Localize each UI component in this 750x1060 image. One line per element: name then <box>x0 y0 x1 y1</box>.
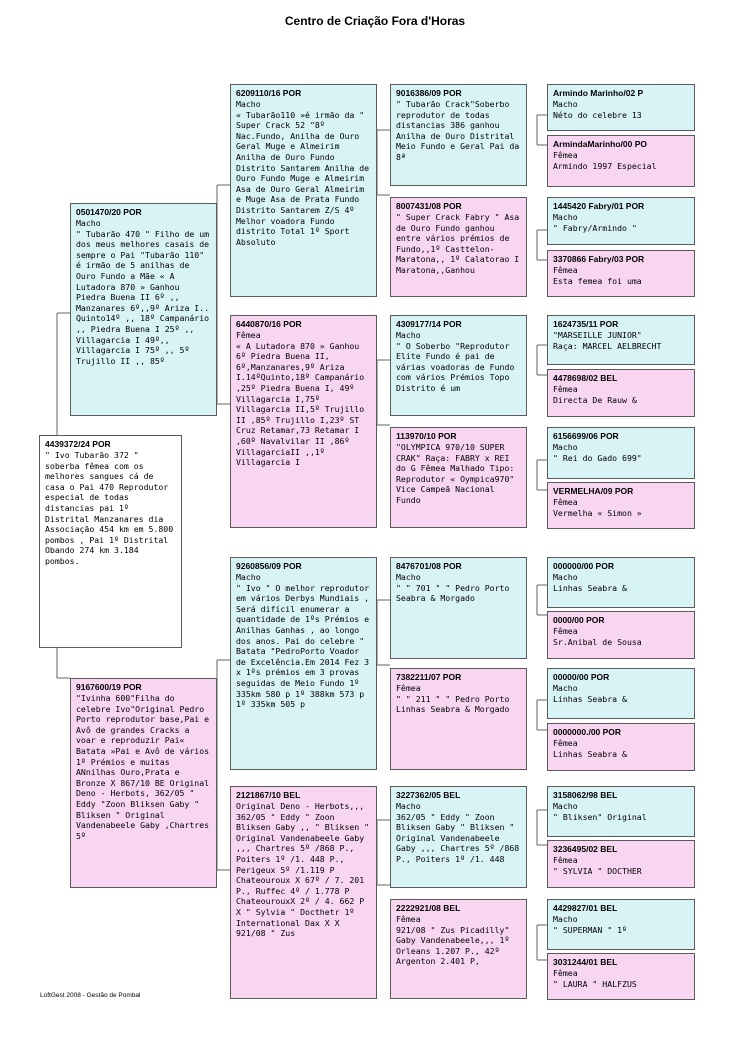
dd-dam-description: 921/08 " Zus Picadilly" Gaby Vandenabeele,,, 1º Orleans 1.207 P., 42º Argenton 2.401 P, <box>396 924 515 967</box>
g5-sex: Macho <box>553 801 578 811</box>
dd-sire-ring: 3227362/05 BEL <box>396 790 461 800</box>
sire-dam-ring: 6440870/16 POR <box>236 319 302 329</box>
g5-ring: ArmindaMarinho/00 PO <box>553 139 647 149</box>
ss-sire-description: " Tubarão Crack"Soberbo reprodutor de todas distancias 386 ganhou Anilha de Ouro Distrital Meio Fundo e Geral Pai da 8ª <box>396 99 525 162</box>
g5-ring: 4429827/01 BEL <box>553 903 618 913</box>
g5-card-14 <box>547 840 695 888</box>
g5-card-12 <box>547 723 695 771</box>
sd-dam-ring: 113970/10 POR <box>396 431 457 441</box>
g5-ring: 0000000./00 POR <box>553 727 622 737</box>
dd-dam-ring: 2222921/08 BEL <box>396 903 461 913</box>
g5-ring: 3031244/01 BEL <box>553 957 618 967</box>
sd-dam-card <box>390 427 527 528</box>
g5-card-7 <box>547 427 695 479</box>
sd-dam-description: "OLYMPICA 970/10 SUPER CRAK" Raça: FABRY x REI do G Fêmea Malhado Tipo: Reprodutor « Oympica970" Vice Campeã Nacional Fundo <box>396 442 520 505</box>
ds-sire-sex: Macho <box>396 572 421 582</box>
dd-dam-sex: Fêmea <box>396 914 421 924</box>
g5-card-8 <box>547 482 695 529</box>
g5-description: Néto do celebre 13 <box>553 109 642 120</box>
dam-sire-card <box>230 557 377 770</box>
sire-dam-description: « A Lutadora 870 » Ganhou 6º Piedra Buena II, 6º,Manzanares,9º Ariza I.14ºQuinto,18º Campanário ,25º Piedra Buena I, 49º Villagarcia I,75º Villagarcia II,5º Trujillo II ,85º Trujillo I,23º ST Cruz Retamar,73 Retamar I ,60º Navalvilar II ,86º VillagarciaII ,,1º Villagarcia I <box>236 340 370 468</box>
g5-ring: 1624735/11 POR <box>553 319 619 329</box>
g5-description: " SYLVIA " DOCTHER <box>553 865 642 876</box>
dam-ring: 9167600/19 POR <box>76 682 142 692</box>
g5-sex: "MARSEILLE JUNIOR" <box>553 330 642 340</box>
ds-sire-card <box>390 557 527 659</box>
g5-sex: Fêmea <box>553 738 578 748</box>
ds-dam-description: " " 211 " " Pedro Porto Linhas Seabra & Morgado <box>396 693 515 715</box>
dd-sire-sex: Macho <box>396 801 421 811</box>
sd-sire-sex: Macho <box>396 330 421 340</box>
dam-card <box>70 678 217 888</box>
g5-description: " Fabry/Armindo " <box>553 222 637 233</box>
g5-description: Vermelha « Simon » <box>553 507 642 518</box>
sire-ring: 0501470/20 POR <box>76 207 142 217</box>
dd-sire-card <box>390 786 527 888</box>
g5-sex: Fêmea <box>553 384 578 394</box>
g5-description: Sr.Anibal de Sousa <box>553 636 642 647</box>
ss-dam-card <box>390 197 527 297</box>
dam-dam-card <box>230 786 377 999</box>
g5-sex: Fêmea <box>553 497 578 507</box>
g5-ring: 1445420 Fabry/01 POR <box>553 201 645 211</box>
sire-sire-sex: Macho <box>236 99 261 109</box>
g5-card-2 <box>547 135 695 187</box>
g5-sex: Macho <box>553 572 578 582</box>
g5-card-1 <box>547 84 695 131</box>
dam-dam-ring: 2121867/10 BEL <box>236 790 301 800</box>
g5-ring: 000000/00 POR <box>553 561 614 571</box>
g5-sex: Fêmea <box>553 265 578 275</box>
sd-sire-description: " O Soberbo "Reprodutor Elite Fundo é pai de várias voadoras de Fundo com vários Prémios Topo Distrito é um <box>396 340 520 393</box>
ds-dam-ring: 7382211/07 POR <box>396 672 462 682</box>
g5-card-3 <box>547 197 695 245</box>
g5-description: Linhas Seabra & <box>553 582 627 593</box>
g5-sex: Macho <box>553 683 578 693</box>
ss-sire-ring: 9016386/09 POR <box>396 88 462 98</box>
g5-description: " SUPERMAN " 1º <box>553 924 627 935</box>
g5-card-6 <box>547 369 695 417</box>
subject-description: " Ivo Tubarão 372 " soberba fêmea com os melhores sangues cá de casa o Pai 470 Reprodutor especial de todas distancias pai 1º Distrital Manzanares dia Associação 454 km em 5.800 pombos , Pai 1º Distrital Obando 274 km 3.184 pombos. <box>45 450 179 566</box>
g5-sex: Macho <box>553 212 578 222</box>
page-title: Centro de Criação Fora d'Horas <box>284 14 466 28</box>
subject-card <box>39 435 182 648</box>
sire-sex: Macho <box>76 218 101 228</box>
g5-description: Raça: MARCEL AELBRECHT <box>553 340 662 351</box>
sire-dam-card <box>230 315 377 528</box>
g5-card-10 <box>547 611 695 659</box>
g5-sex: Fêmea <box>553 626 578 636</box>
sire-dam-sex: Fêmea <box>236 330 261 340</box>
dd-dam-card <box>390 899 527 999</box>
g5-description: " Bliksen" Original <box>553 811 647 822</box>
g5-card-11 <box>547 668 695 719</box>
sire-card <box>70 203 217 416</box>
g5-sex: Macho <box>553 442 578 452</box>
g5-sex: Fêmea <box>553 150 578 160</box>
g5-card-5 <box>547 315 695 365</box>
sire-description: " Tubarão 470 " Filho de um dos meus melhores casais de sempre o Pai "Tubarão 110" é irmão de 5 anilhas de Ouro Fundo a Mãe « A Lutadora 870 » Ganhou Piedra Buena II 6º ,, Manzanares 6º,,9º Ariza I.. Quinto14º ,, 18º Campanário ,, Piedra Buena I 25º ,, Villagarcia I 49º,, Villagarcia I 75º ,, 5º Trujillo II ,, 85º <box>76 228 215 366</box>
g5-description: Esta femea foi uma <box>553 275 642 286</box>
dam-sire-ring: 9260856/09 POR <box>236 561 302 571</box>
ss-dam-ring: 8007431/08 POR <box>396 201 462 211</box>
ds-sire-ring: 8476701/08 POR <box>396 561 462 571</box>
g5-description: Directa De Rauw & <box>553 394 637 405</box>
g5-card-15 <box>547 899 695 950</box>
sd-sire-ring: 4309177/14 POR <box>396 319 462 329</box>
g5-card-9 <box>547 557 695 608</box>
g5-ring: Armindo Marinho/02 P <box>553 88 644 98</box>
g5-ring: 3236495/02 BEL <box>553 844 618 854</box>
g5-sex: Fêmea <box>553 855 578 865</box>
g5-description: Linhas Seabra & <box>553 693 627 704</box>
g5-ring: VERMELHA/09 POR <box>553 486 634 496</box>
ss-sire-card <box>390 84 527 186</box>
g5-ring: 3158062/98 BEL <box>553 790 618 800</box>
subject-ring: 4439372/24 POR <box>45 439 111 449</box>
g5-description: " Rei do Gado 699" <box>553 452 642 463</box>
dd-sire-description: 362/05 " Eddy " Zoon Bliksen Gaby " Bliksen " Original Vandenabeele Gaby ,,, Chartres 5º /868 P., Poiters 1º /1. 448 <box>396 811 525 864</box>
g5-ring: 4478698/02 BEL <box>553 373 618 383</box>
dam-description: "Ivinha 600"Filha do celebre Ivo"Original Pedro Porto reprodutor base,Pai e Avô de grandes Cracks a voar e reproduzir Pai« Batata »Pai e Avô de vários 1º Prémios e muitas ANnilhas Ouro,Prata e Bronze X 867/10 BE Original Deno - Herbots, 362/05 " Eddy "Zoon Bliksen Gaby " Bliksen " Original Vandenabeele Gaby ,Chartres 5º <box>76 693 215 841</box>
ss-dam-description: " Super Crack Fabry " Asa de Ouro Fundo ganhou entre vários prémios de Fundo,,1º Casttelon-Maratona,, 1º Calatorao I Maratona,,Ganhou <box>396 212 525 275</box>
sire-sire-description: « Tubarão110 »é irmão da " Super Crack 52 "8º Nac.Fundo, Anilha de Ouro Geral Muge e Almeirim Anilha de Ouro Fundo Distrito Santarem Anilha de Ouro Fundo Muge e Almeirim Asa de Ouro Geral Almeirim e Muge Asa de Prata Fundo Distrito Santarem Z/S 4º Melhor voadora Fundo distrito Total 1º Sport Absoluto <box>236 109 375 247</box>
sire-sire-card <box>230 84 377 297</box>
g5-ring: 0000/00 POR <box>553 615 605 625</box>
sire-sire-ring: 6209110/16 POR <box>236 88 302 98</box>
ds-dam-card <box>390 668 527 770</box>
g5-card-13 <box>547 786 695 837</box>
g5-sex: Macho <box>553 99 578 109</box>
g5-sex: Fêmea <box>553 968 578 978</box>
g5-description: Linhas Seabra & <box>553 748 627 759</box>
dam-dam-description: Original Deno - Herbots,,, 362/05 " Eddy " Zoon Bliksen Gaby ,, " Bliksen " Original Vandenabeele Gaby ,,, Chartres 5º /868 P., Poiters 1º /1. 448 P., Perigeux 5º /1.119 P Chateouroux X 67º / 7. 201 P., Ruffec 4º / 1.778 P ChateourouxX 2º / 4. 662 P X " Sylvia " Docthetr 1º International Dax X X 921/08 " Zus <box>236 801 375 939</box>
ds-sire-description: " " 701 " " Pedro Porto Seabra & Morgado <box>396 582 515 604</box>
g5-description: Armindo 1997 Especial <box>553 160 657 171</box>
dam-sire-sex: Macho <box>236 572 261 582</box>
g5-ring: 6156699/06 POR <box>553 431 619 441</box>
g5-description: " LAURA " HALFZUS <box>553 978 637 989</box>
sd-sire-card <box>390 315 527 416</box>
footer-credit: LoftGest 2008 - Gestão de Pombal <box>40 992 141 999</box>
ds-dam-sex: Fêmea <box>396 683 421 693</box>
g5-ring: 00000/00 POR <box>553 672 610 682</box>
dam-sire-description: " Ivo " O melhor reprodutor em vários Derbys Mundiais , Será difícil enumerar a quantidade de 1ºs Prémios e Anilhas Ganhas , ao longo dos anos. Pai do celebre " Batata "PedroPorto Voador de Excelência.Em 2014 Fez 3 x 1ºs prémios em 3 provas seguidas de Meio Fundo 1º 335km 580 p 1º 388km 573 p 1º 335km 505 p <box>236 582 375 710</box>
g5-ring: 3370866 Fabry/03 POR <box>553 254 645 264</box>
g5-card-4 <box>547 250 695 297</box>
g5-sex: Macho <box>553 914 578 924</box>
g5-card-16 <box>547 953 695 1000</box>
